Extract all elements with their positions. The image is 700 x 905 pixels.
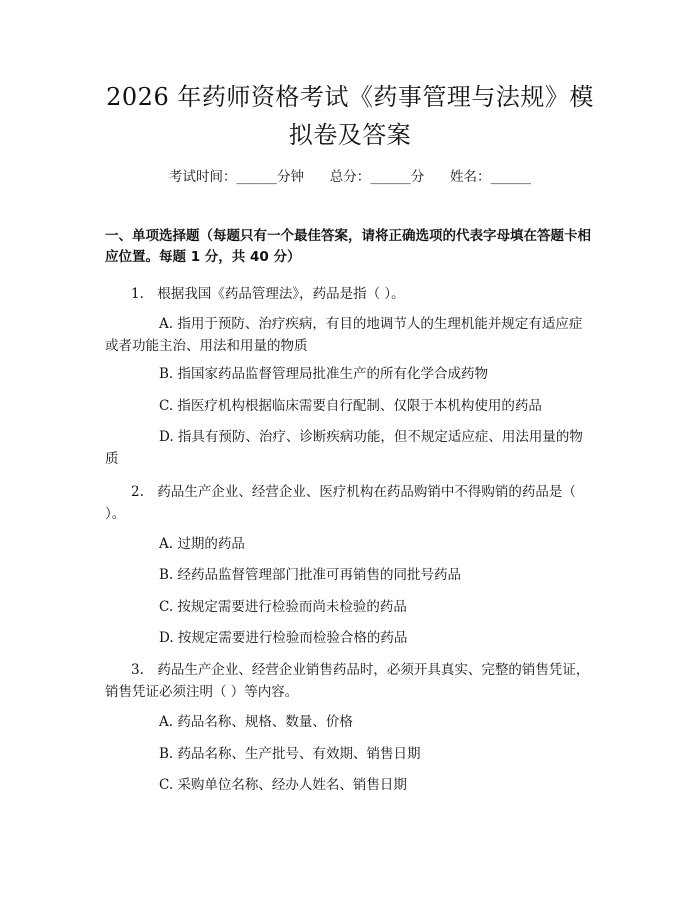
exam-info-line: 考试时间：______分钟 总分：______分 姓名：______: [169, 169, 531, 185]
question-3-option-a: A. 药品名称、规格、数量、价格: [159, 714, 353, 730]
section-heading: 一、单项选择题（每题只有一个最佳答案，请将正确选项的代表字母填在答题卡相应位置。每题 1 分，共 40 分）: [105, 228, 591, 265]
question-1-option-d: D. 指具有预防、治疗、诊断疾病功能，但不规定适应症、用法用量的物质: [105, 429, 583, 467]
question-1-option-a: A. 指用于预防、治疗疾病，有目的地调节人的生理机能并规定有适应症或者功能主治、用法和用量的物质: [105, 316, 583, 354]
question-2-option-d: D. 按规定需要进行检验而检验合格的药品: [159, 630, 408, 646]
exam-title: 2026 年药师资格考试《药事管理与法规》模拟卷及答案: [106, 83, 594, 149]
question-2-option-b: B. 经药品监督管理部门批准可再销售的同批号药品: [159, 567, 462, 583]
question-2-option-a: A. 过期的药品: [159, 536, 245, 552]
question-1-option-b: B. 指国家药品监督管理局批准生产的所有化学合成药物: [159, 366, 489, 382]
question-2-stem: 2. 药品生产企业、经营企业、医疗机构在药品购销中不得购销的药品是（ ）。: [105, 484, 576, 522]
question-1-stem: 1. 根据我国《药品管理法》，药品是指（ ）。: [131, 286, 405, 302]
question-1-option-c: C. 指医疗机构根据临床需要自行配制、仅限于本机构使用的药品: [159, 398, 542, 414]
question-3-option-c: C. 采购单位名称、经办人姓名、销售日期: [159, 777, 407, 793]
question-3-option-b: B. 药品名称、生产批号、有效期、销售日期: [159, 746, 421, 762]
question-3-stem: 3. 药品生产企业、经营企业销售药品时，必须开具真实、完整的销售凭证，销售凭证必须注明（ ）等内容。: [105, 662, 590, 700]
question-2-option-c: C. 按规定需要进行检验而尚未检验的药品: [159, 599, 407, 615]
